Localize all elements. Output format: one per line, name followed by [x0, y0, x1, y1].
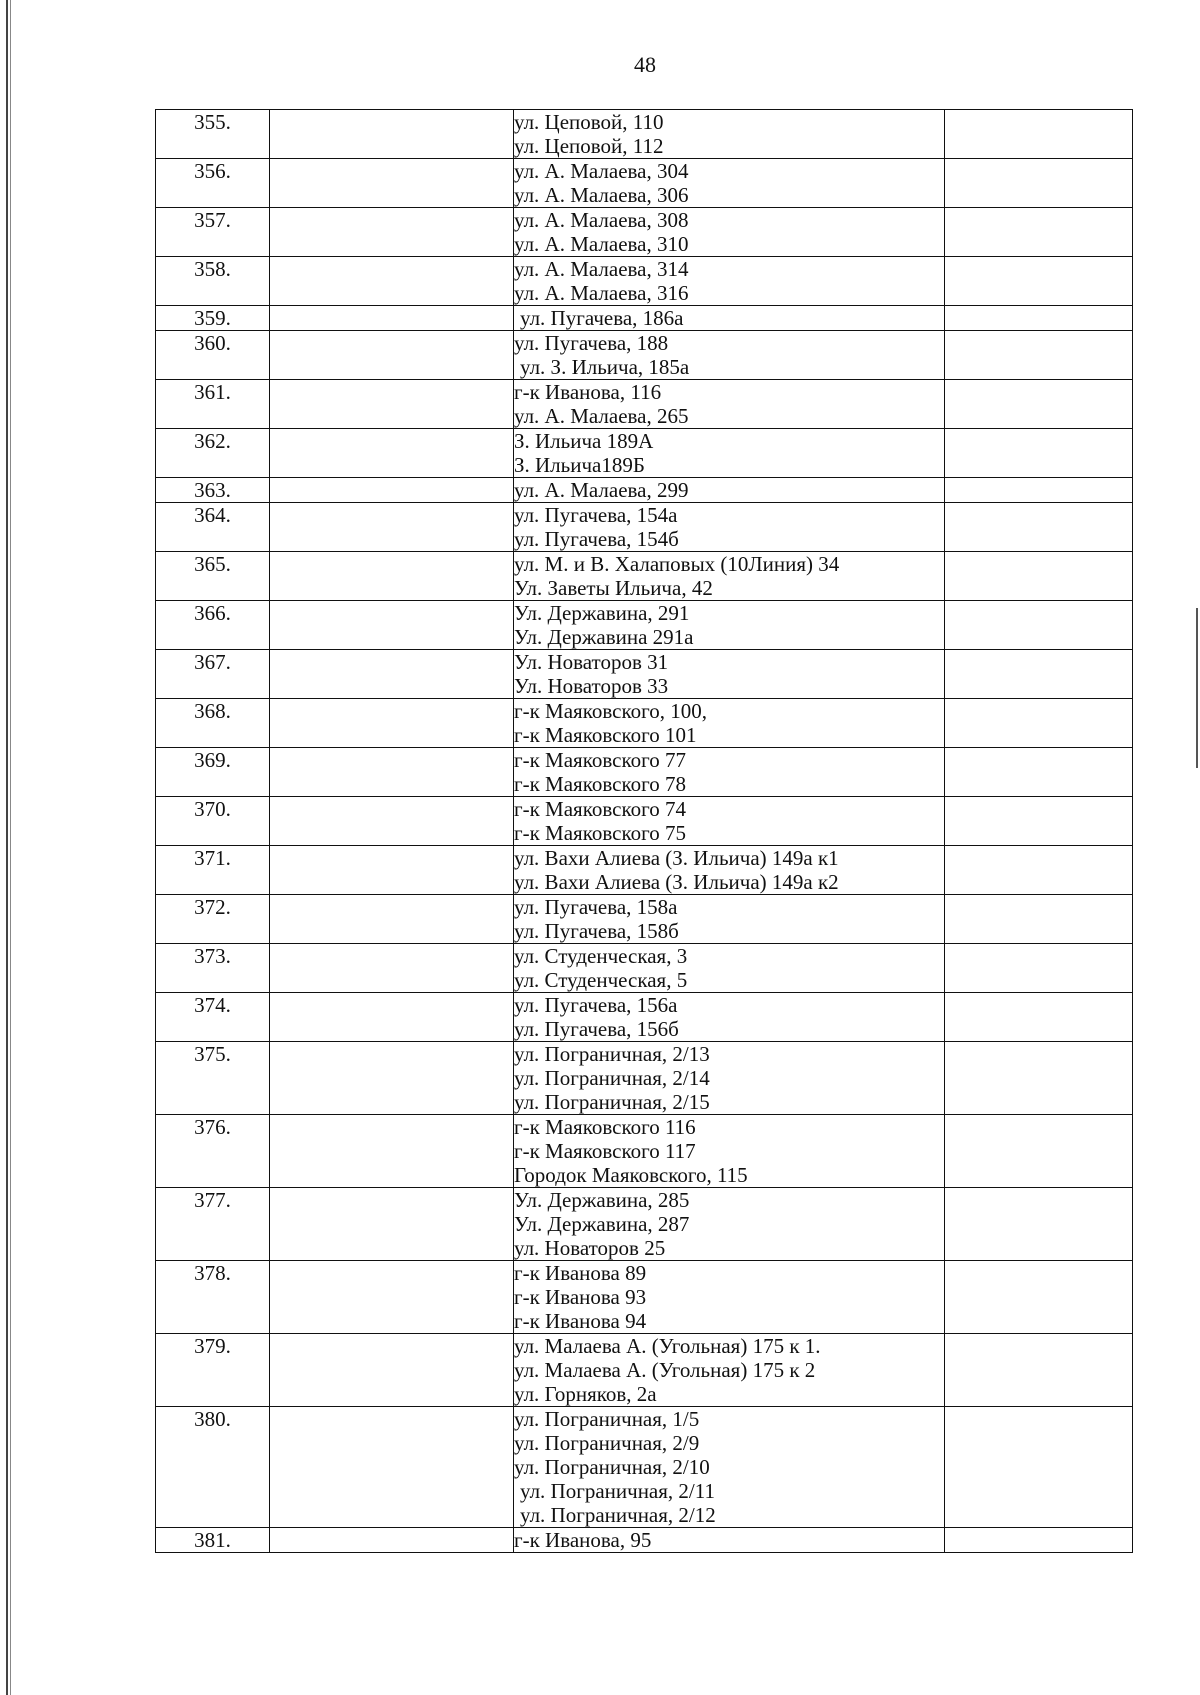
address-line: Ул. Державина, 287 — [514, 1212, 690, 1236]
empty-cell — [270, 650, 514, 699]
address-line: ул. З. Ильича, 185а — [520, 355, 690, 379]
empty-cell — [945, 208, 1133, 257]
empty-cell — [270, 1042, 514, 1115]
row-number: 357. — [156, 208, 270, 257]
table-row — [156, 650, 1133, 699]
table-row — [156, 257, 1133, 306]
row-number: 380. — [156, 1407, 270, 1528]
address-line: ул. Пограничная, 1/5 — [514, 1407, 700, 1431]
row-number: 371. — [156, 846, 270, 895]
table-row — [156, 748, 1133, 797]
empty-cell — [270, 208, 514, 257]
row-number: 365. — [156, 552, 270, 601]
address-line: ул. Пограничная, 2/11 — [520, 1479, 715, 1503]
empty-cell — [945, 748, 1133, 797]
address-cell — [514, 650, 945, 699]
address-line: ул. Пугачева, 188 — [514, 331, 669, 355]
address-line: ул. Малаева А. (Угольная) 175 к 2 — [514, 1358, 816, 1382]
address-line: ул. Новаторов 25 — [514, 1236, 666, 1260]
address-line: ул. Горняков, 2а — [514, 1382, 657, 1406]
empty-cell — [270, 331, 514, 380]
address-cell — [514, 699, 945, 748]
row-number: 355. — [156, 110, 270, 159]
empty-cell — [945, 110, 1133, 159]
row-number: 363. — [156, 478, 270, 503]
table-row — [156, 1407, 1133, 1528]
table-row — [156, 1188, 1133, 1261]
empty-cell — [945, 1528, 1133, 1553]
row-number: 373. — [156, 944, 270, 993]
table-row — [156, 846, 1133, 895]
empty-cell — [270, 944, 514, 993]
address-line: ул. Пугачева, 158б — [514, 919, 679, 943]
row-number: 360. — [156, 331, 270, 380]
empty-cell — [945, 552, 1133, 601]
table-row — [156, 380, 1133, 429]
empty-cell — [270, 306, 514, 331]
table-row — [156, 1334, 1133, 1407]
address-line: г-к Иванова 94 — [514, 1309, 647, 1333]
address-line: Городок Маяковского, 115 — [514, 1163, 748, 1187]
address-line: г-к Маяковского 75 — [514, 821, 686, 845]
empty-cell — [270, 380, 514, 429]
table-row — [156, 1115, 1133, 1188]
row-number: 367. — [156, 650, 270, 699]
empty-cell — [270, 478, 514, 503]
empty-cell — [945, 699, 1133, 748]
address-line: ул. Цеповой, 112 — [514, 134, 664, 158]
address-line: ул. Пугачева, 156а — [514, 993, 678, 1017]
empty-cell — [270, 1334, 514, 1407]
address-line: ул. Пограничная, 2/13 — [514, 1042, 710, 1066]
empty-cell — [270, 601, 514, 650]
table-row — [156, 159, 1133, 208]
address-line: ул. Пугачева, 154б — [514, 527, 679, 551]
address-table — [155, 109, 1133, 1553]
empty-cell — [270, 895, 514, 944]
empty-cell — [270, 748, 514, 797]
address-line: ул. Пугачева, 186а — [520, 306, 684, 330]
address-line: Ул. Новаторов 31 — [514, 650, 669, 674]
address-line: Ул. Державина, 285 — [514, 1188, 690, 1212]
empty-cell — [945, 944, 1133, 993]
table-row — [156, 944, 1133, 993]
empty-cell — [945, 429, 1133, 478]
empty-cell — [270, 552, 514, 601]
empty-cell — [270, 1528, 514, 1553]
address-line: г-к Маяковского 117 — [514, 1139, 696, 1163]
address-line: Ул. Новаторов 33 — [514, 674, 669, 698]
empty-cell — [270, 503, 514, 552]
empty-cell — [270, 993, 514, 1042]
empty-cell — [945, 1407, 1133, 1528]
empty-cell — [270, 429, 514, 478]
address-line: г-к Иванова, 116 — [514, 380, 662, 404]
address-line: З. Ильича189Б — [514, 453, 645, 477]
table-row — [156, 331, 1133, 380]
row-number: 356. — [156, 159, 270, 208]
empty-cell — [945, 1188, 1133, 1261]
row-number: 379. — [156, 1334, 270, 1407]
address-line: Ул. Державина, 291 — [514, 601, 690, 625]
row-number: 361. — [156, 380, 270, 429]
table-row — [156, 306, 1133, 331]
address-line: ул. Пограничная, 2/15 — [514, 1090, 710, 1114]
address-cell — [514, 1115, 945, 1188]
address-cell — [514, 110, 945, 159]
address-cell — [514, 257, 945, 306]
empty-cell — [270, 797, 514, 846]
table-row — [156, 993, 1133, 1042]
address-line: ул. Студенческая, 5 — [514, 968, 688, 992]
address-line: ул. Пугачева, 154а — [514, 503, 678, 527]
address-line: ул. Пограничная, 2/9 — [514, 1431, 700, 1455]
address-line: ул. Пограничная, 2/12 — [520, 1503, 716, 1527]
address-line: ул. А. Малаева, 304 — [514, 159, 689, 183]
address-line: ул. А. Малаева, 314 — [514, 257, 689, 281]
row-number: 369. — [156, 748, 270, 797]
empty-cell — [270, 1407, 514, 1528]
row-number: 374. — [156, 993, 270, 1042]
table-row — [156, 552, 1133, 601]
empty-cell — [945, 895, 1133, 944]
address-cell — [514, 331, 945, 380]
table-row — [156, 1528, 1133, 1553]
address-cell — [514, 1528, 945, 1553]
address-line: ул. М. и В. Халаповых (10Линия) 34 — [514, 552, 840, 576]
table-row — [156, 895, 1133, 944]
empty-cell — [945, 1115, 1133, 1188]
address-line: ул. А. Малаева, 299 — [514, 478, 689, 502]
address-cell — [514, 503, 945, 552]
address-line: Ул. Заветы Ильича, 42 — [514, 576, 713, 600]
address-cell — [514, 895, 945, 944]
empty-cell — [945, 846, 1133, 895]
address-line: ул. Малаева А. (Угольная) 175 к 1. — [514, 1334, 821, 1358]
empty-cell — [945, 1261, 1133, 1334]
address-cell — [514, 1042, 945, 1115]
address-line: г-к Иванова, 95 — [514, 1528, 652, 1552]
empty-cell — [945, 331, 1133, 380]
row-number: 378. — [156, 1261, 270, 1334]
row-number: 381. — [156, 1528, 270, 1553]
table-row — [156, 601, 1133, 650]
address-cell — [514, 478, 945, 503]
address-cell — [514, 944, 945, 993]
address-line: З. Ильича 189А — [514, 429, 654, 453]
address-cell — [514, 993, 945, 1042]
row-number: 375. — [156, 1042, 270, 1115]
empty-cell — [945, 503, 1133, 552]
row-number: 359. — [156, 306, 270, 331]
address-line: ул. Пугачева, 158а — [514, 895, 678, 919]
empty-cell — [270, 1261, 514, 1334]
address-cell — [514, 748, 945, 797]
table-row — [156, 208, 1133, 257]
empty-cell — [270, 699, 514, 748]
empty-cell — [945, 380, 1133, 429]
address-line: г-к Маяковского 116 — [514, 1115, 696, 1139]
address-cell — [514, 552, 945, 601]
address-line: ул. Вахи Алиева (З. Ильича) 149а к2 — [514, 870, 839, 894]
table-row — [156, 1261, 1133, 1334]
empty-cell — [945, 650, 1133, 699]
address-cell — [514, 208, 945, 257]
row-number: 362. — [156, 429, 270, 478]
empty-cell — [270, 110, 514, 159]
address-line: ул. А. Малаева, 308 — [514, 208, 689, 232]
address-line: г-к Маяковского 101 — [514, 723, 697, 747]
address-line: г-к Маяковского 78 — [514, 772, 686, 796]
empty-cell — [945, 478, 1133, 503]
empty-cell — [945, 601, 1133, 650]
empty-cell — [945, 306, 1133, 331]
address-line: ул. А. Малаева, 310 — [514, 232, 689, 256]
address-cell — [514, 159, 945, 208]
empty-cell — [270, 159, 514, 208]
row-number: 366. — [156, 601, 270, 650]
address-cell — [514, 1261, 945, 1334]
address-line: Ул. Державина 291а — [514, 625, 694, 649]
address-line: ул. Пограничная, 2/10 — [514, 1455, 710, 1479]
empty-cell — [945, 159, 1133, 208]
row-number: 372. — [156, 895, 270, 944]
address-cell — [514, 306, 945, 331]
address-cell — [514, 601, 945, 650]
empty-cell — [945, 1042, 1133, 1115]
table-row — [156, 503, 1133, 552]
row-number: 370. — [156, 797, 270, 846]
address-cell — [514, 380, 945, 429]
empty-cell — [270, 846, 514, 895]
page-number: 48 — [634, 52, 656, 77]
empty-cell — [945, 257, 1133, 306]
empty-cell — [270, 1188, 514, 1261]
address-table-body — [156, 110, 1133, 1553]
empty-cell — [945, 1334, 1133, 1407]
address-line: г-к Маяковского, 100, — [514, 699, 707, 723]
empty-cell — [945, 993, 1133, 1042]
table-row — [156, 429, 1133, 478]
table-row — [156, 797, 1133, 846]
scan-edge-left — [6, 0, 8, 1695]
scan-mark-right — [1196, 608, 1198, 768]
row-number: 364. — [156, 503, 270, 552]
address-line: ул. А. Малаева, 265 — [514, 404, 689, 428]
address-cell — [514, 1188, 945, 1261]
row-number: 368. — [156, 699, 270, 748]
address-line: ул. Вахи Алиева (З. Ильича) 149а к1 — [514, 846, 839, 870]
table-row — [156, 1042, 1133, 1115]
address-cell — [514, 429, 945, 478]
address-cell — [514, 1334, 945, 1407]
address-line: г-к Маяковского 74 — [514, 797, 686, 821]
address-line: г-к Иванова 93 — [514, 1285, 647, 1309]
empty-cell — [270, 257, 514, 306]
row-number: 376. — [156, 1115, 270, 1188]
table-row — [156, 110, 1133, 159]
address-line: ул. Цеповой, 110 — [514, 110, 664, 134]
table-row — [156, 478, 1133, 503]
address-cell — [514, 797, 945, 846]
address-cell — [514, 1407, 945, 1528]
address-line: г-к Маяковского 77 — [514, 748, 686, 772]
address-cell — [514, 846, 945, 895]
row-number: 377. — [156, 1188, 270, 1261]
address-line: ул. Пограничная, 2/14 — [514, 1066, 710, 1090]
empty-cell — [945, 797, 1133, 846]
scan-edge-left-secondary — [10, 0, 11, 1695]
address-line: ул. Пугачева, 156б — [514, 1017, 679, 1041]
address-line: ул. А. Малаева, 316 — [514, 281, 689, 305]
table-row — [156, 699, 1133, 748]
address-line: ул. А. Малаева, 306 — [514, 183, 689, 207]
row-number: 358. — [156, 257, 270, 306]
empty-cell — [270, 1115, 514, 1188]
address-line: ул. Студенческая, 3 — [514, 944, 688, 968]
address-line: г-к Иванова 89 — [514, 1261, 647, 1285]
